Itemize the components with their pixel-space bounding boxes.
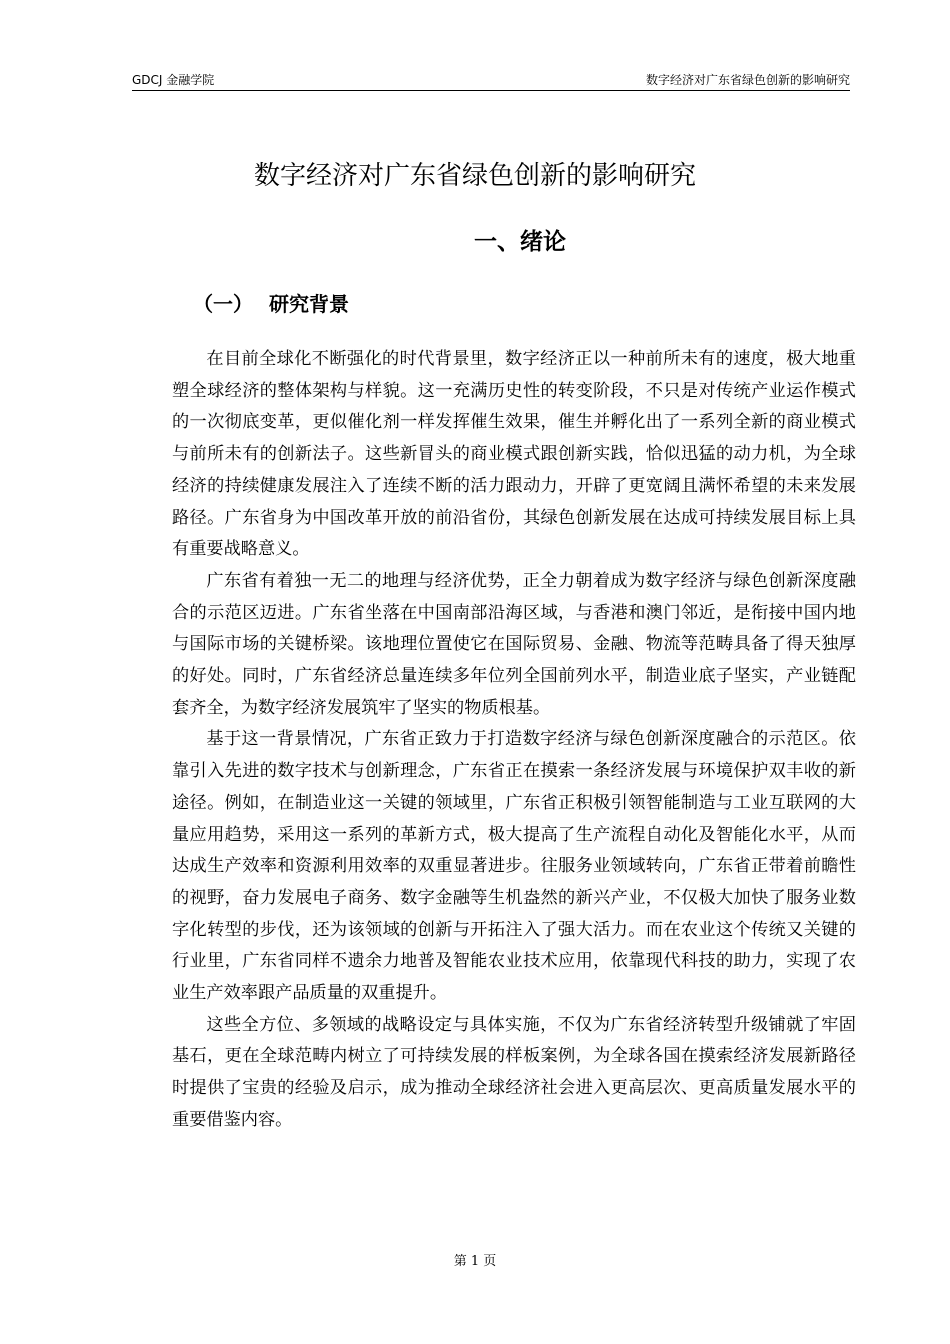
subsection-number: （一） bbox=[193, 292, 253, 316]
header-left-text: GDCJ 金融学院 bbox=[132, 73, 215, 87]
document-title: 数字经济对广东省绿色创新的影响研究 bbox=[253, 161, 696, 191]
subsection-heading bbox=[193, 288, 349, 317]
paragraph: 基于这一背景情况，广东省正致力于打造数字经济与绿色创新深度融合的示范区。依靠引入先进的数字技术与创新理念，广东省正在摸索一条经济发展与环境保护双丰收的新途径。例如，在制造业这一关键的领域里，广东省正积极引领智能制造与工业互联网的大量应用趋势，采用这一系列的革新方式，极大提高了生产流程自动化及智能化水平，从而达成生产效率和资源利用效率的双重显著进步。往服务业领域转向，广东省正带着前瞻性的视野，奋力发展电子商务、数字金融等生机盎然的新兴产业，不仅极大加快了服务业数字化转型的步伐，还为该领域的创新与开拓注入了强大活力。而在农业这个传统又关键的行业里，广东省同样不遗余力地普及智能农业技术应用，依靠现代科技的助力，实现了农业生产效率跟产品质量的双重提升。 bbox=[172, 729, 856, 1004]
section-heading: 一、绪论 bbox=[474, 229, 566, 255]
page-number: 第 1 页 bbox=[453, 1254, 497, 1269]
subsection-title: 研究背景 bbox=[269, 292, 349, 316]
paragraph: 在目前全球化不断强化的时代背景里，数字经济正以一种前所未有的速度，极大地重塑全球经济的整体架构与样貌。这一充满历史性的转变阶段，不只是对传统产业运作模式的一次彻底变革，更似催化剂一样发挥催生效果，催生并孵化出了一系列全新的商业模式与前所未有的创新法子。这些新冒头的商业模式跟创新实践，恰似迅猛的动力机，为全球经济的持续健康发展注入了连续不断的活力跟动力，开辟了更宽阔且满怀希望的未来发展路径。广东省身为中国改革开放的前沿省份，其绿色创新发展在达成可持续发展目标上具有重要战略意义。 bbox=[172, 349, 856, 560]
paragraph: 广东省有着独一无二的地理与经济优势，正全力朝着成为数字经济与绿色创新深度融合的示范区迈进。广东省坐落在中国南部沿海区域，与香港和澳门邻近，是衔接中国内地与国际市场的关键桥梁。该地理位置使它在国际贸易、金融、物流等范畴具备了得天独厚的好处。同时，广东省经济总量连续多年位列全国前列水平，制造业底子坚实，产业链配套齐全，为数字经济发展筑牢了坚实的物质根基。 bbox=[172, 570, 856, 718]
page-header bbox=[132, 68, 850, 91]
header-right-text: 数字经济对广东省绿色创新的影响研究 bbox=[645, 73, 850, 87]
body-text bbox=[172, 344, 856, 1137]
paragraph: 这些全方位、多领域的战略设定与具体实施，不仅为广东省经济转型升级铺就了牢固基石，更在全球范畴内树立了可持续发展的样板案例，为全球各国在摸索经济发展新路径时提供了宝贵的经验及启示，成为推动全球经济社会进入更高层次、更高质量发展水平的重要借鉴内容。 bbox=[172, 1014, 856, 1130]
